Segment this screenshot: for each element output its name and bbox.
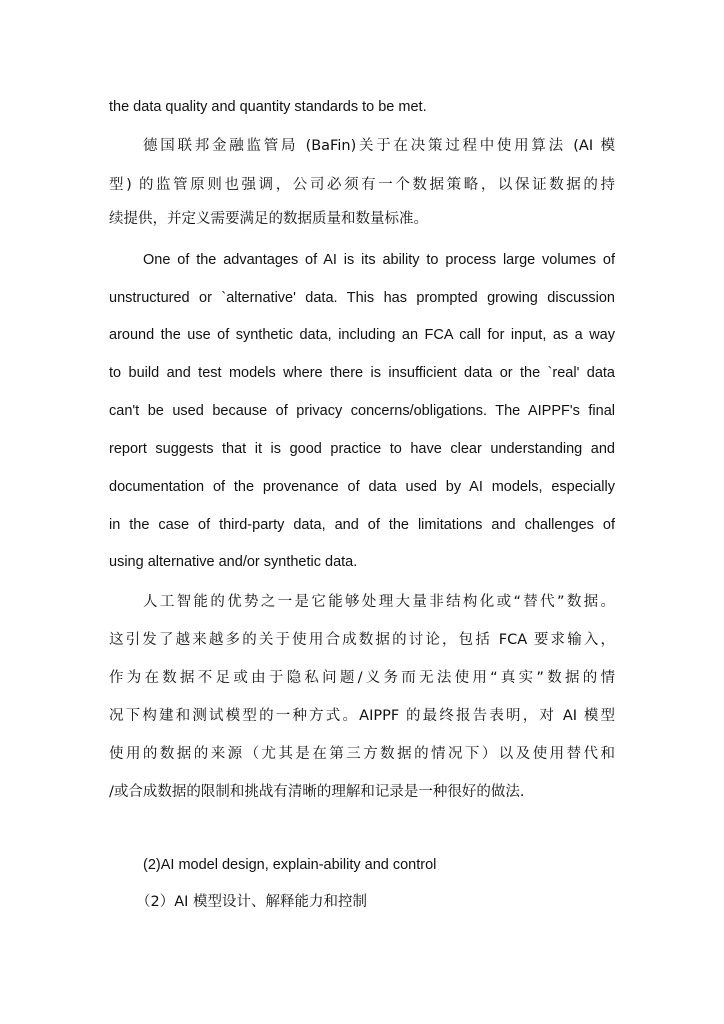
- paragraph-en-line: can't be used because of privacy concerns/obligations. The AIPPF's final: [109, 403, 615, 419]
- paragraph-en-line: report suggests that it is good practice to have clear understanding and: [109, 441, 615, 457]
- paragraph-zh-2-line: 况下构建和测试模型的一种方式。AIPPF 的最终报告表明，对 AI 模型: [109, 708, 615, 724]
- paragraph-en-line: around the use of synthetic data, including an FCA call for input, as a way: [109, 327, 615, 343]
- paragraph-zh-2-line: 使用的数据的来源（尤其是在第三方数据的情况下）以及使用替代和: [109, 746, 615, 762]
- paragraph-zh-1-line: 德国联邦金融监管局 (BaFin)关于在决策过程中使用算法 (AI 模: [143, 138, 615, 154]
- paragraph-en-line: in the case of third-party data, and of the limitations and challenges of: [109, 517, 615, 533]
- paragraph-zh-2-line: 作为在数据不足或由于隐私问题/义务而无法使用“真实”数据的情: [109, 670, 615, 686]
- paragraph-en-line: documentation of the provenance of data used by AI models, especially: [109, 479, 615, 495]
- paragraph-zh-2-line: 人工智能的优势之一是它能够处理大量非结构化或“替代”数据。: [143, 594, 615, 610]
- paragraph-zh-1-line: 型) 的监管原则也强调，公司必须有一个数据策略，以保证数据的持: [109, 177, 615, 193]
- paragraph-en-line: using alternative and/or synthetic data.: [109, 554, 358, 570]
- paragraph-continuation: the data quality and quantity standards to be met.: [109, 99, 427, 115]
- section-heading-zh: （2）AI 模型设计、解释能力和控制: [136, 894, 368, 910]
- paragraph-zh-2-line: /或合成数据的限制和挑战有清晰的理解和记录是一种很好的做法.: [109, 784, 525, 800]
- paragraph-zh-2-line: 这引发了越来越多的关于使用合成数据的讨论，包括 FCA 要求输入，: [109, 632, 615, 648]
- paragraph-en-line: One of the advantages of AI is its ability to process large volumes of: [143, 252, 615, 268]
- paragraph-zh-1-line: 续提供，并定义需要满足的数据质量和数量标准。: [109, 211, 428, 227]
- section-heading-en: (2)AI model design, explain-ability and control: [143, 857, 437, 873]
- paragraph-en-line: unstructured or `alternative' data. This has prompted growing discussion: [109, 290, 615, 306]
- paragraph-en-line: to build and test models where there is insufficient data or the `real' data: [109, 365, 615, 381]
